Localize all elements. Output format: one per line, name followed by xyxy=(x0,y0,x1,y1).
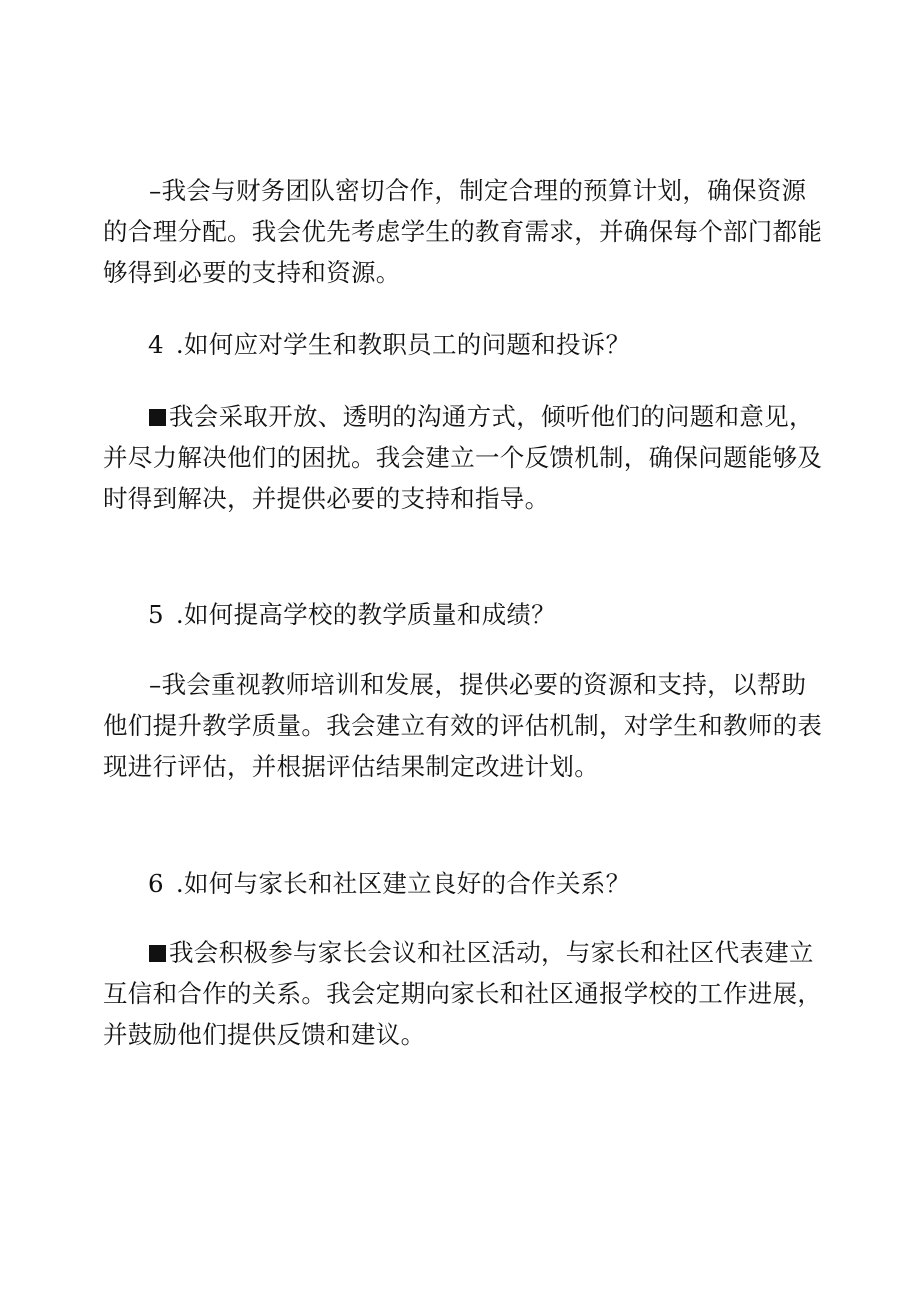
answer-teaching-quality xyxy=(103,664,823,787)
answer-community xyxy=(103,932,823,1055)
question-5 xyxy=(148,594,556,635)
answer-text: 我会与财务团队密切合作，制定合理的预算计划，确保资源的合理分配。我会优先考虑学生的教育需求，并确保每个部门都能够得到必要的支持和资源。 xyxy=(103,176,823,287)
square-bullet-icon xyxy=(149,945,166,962)
question-text: .如何提高学校的教学质量和成绩？ xyxy=(175,600,556,629)
answer-text: 我会采取开放、透明的沟通方式，倾听他们的问题和意见，并尽力解决他们的困扰。我会建立一个反馈机制，确保问题能够及时得到解决，并提供必要的支持和指导。 xyxy=(103,402,823,513)
question-4 xyxy=(148,324,630,365)
dash-marker: – xyxy=(149,176,162,205)
question-number: 6 xyxy=(148,869,164,898)
answer-complaints xyxy=(103,396,823,519)
question-number: 5 xyxy=(148,600,164,629)
question-text: .如何应对学生和教职员工的问题和投诉？ xyxy=(175,330,631,359)
answer-budget xyxy=(103,170,823,293)
square-bullet-icon xyxy=(149,409,166,426)
answer-text: 我会积极参与家长会议和社区活动，与家长和社区代表建立互信和合作的关系。我会定期向家长和社区通报学校的工作进展，并鼓励他们提供反馈和建议。 xyxy=(103,938,823,1049)
question-number: 4 xyxy=(148,330,164,359)
dash-marker: – xyxy=(149,670,162,699)
question-text: .如何与家长和社区建立良好的合作关系？ xyxy=(175,869,631,898)
question-6 xyxy=(148,863,630,904)
answer-text: 我会重视教师培训和发展，提供必要的资源和支持，以帮助他们提升教学质量。我会建立有效的评估机制，对学生和教师的表现进行评估，并根据评估结果制定改进计划。 xyxy=(103,670,823,781)
